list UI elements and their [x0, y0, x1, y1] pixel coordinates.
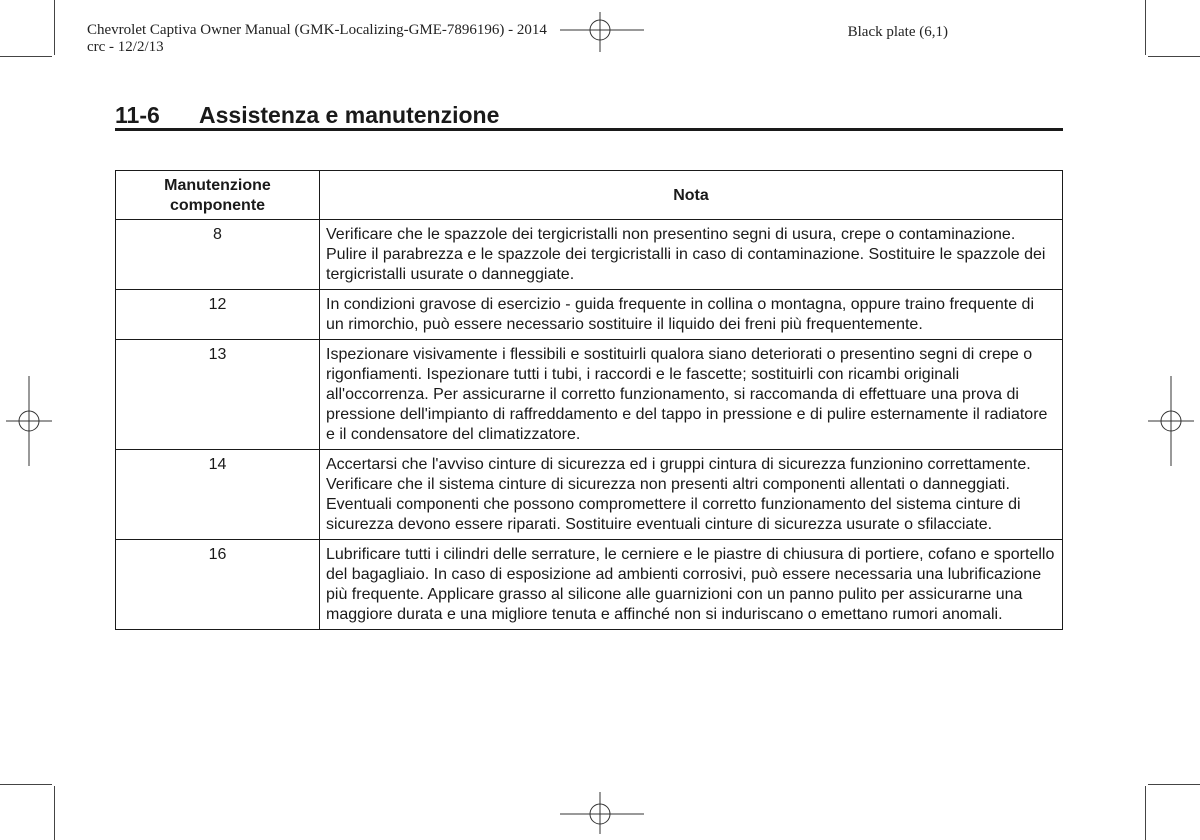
table-header-row [116, 171, 1063, 220]
header-component [116, 171, 320, 220]
header-component-label: Manutenzione componente [164, 177, 271, 214]
page-heading [115, 102, 1063, 128]
registration-mark-right-icon [1148, 376, 1194, 466]
table-row [116, 450, 1063, 540]
crop-mark-top-left-v [54, 0, 55, 55]
print-header-line2: crc - 12/2/13 [87, 39, 164, 55]
crop-mark-top-right-v [1145, 0, 1146, 55]
table-row [116, 340, 1063, 450]
crop-mark-bottom-right-h [1148, 784, 1200, 785]
crop-mark-top-left-h [0, 56, 52, 57]
table-row [116, 540, 1063, 630]
header-note-label: Nota [673, 187, 709, 204]
table-row [116, 220, 1063, 290]
row-component-id: 16 [116, 540, 320, 630]
maintenance-notes-table [115, 170, 1063, 630]
row-note: Accertarsi che l'avviso cinture di sicurezza ed i gruppi cintura di sicurezza funzionino correttamente. Verificare che il sistema cinture di sicurezza non presenti altri componenti allentati o danneggiati. Eventuali componenti che possono compromettere il corretto funzionamento del sistema cinture di sicurezza devono essere riparati. Sostituire eventuali cinture di sicurezza usurate o sfilacciate. [320, 450, 1063, 540]
table-row [116, 290, 1063, 340]
row-note: Verificare che le spazzole dei tergicristalli non presentino segni di usura, crepe o contaminazione. Pulire il parabrezza e le spazzole dei tergicristalli in caso di contaminazione. Sostituire le spazzole dei tergicristalli usurate o danneggiate. [320, 220, 1063, 290]
row-note: Lubrificare tutti i cilindri delle serrature, le cerniere e le piastre di chiusura di portiere, cofano e sportello del bagagliaio. In caso di esposizione ad ambienti corrosivi, può essere necessaria una lubrificazione più frequente. Applicare grasso al silicone alle guarnizioni con un panno pulito per assicurarne una maggiore durata e una migliore tenuta e affinché non si induriscano o emettano rumori anomali. [320, 540, 1063, 630]
row-component-id: 12 [116, 290, 320, 340]
crop-mark-bottom-left-v [54, 786, 55, 840]
registration-mark-top-icon [560, 8, 644, 52]
heading-rule [115, 128, 1063, 131]
row-component-id: 14 [116, 450, 320, 540]
crop-mark-bottom-left-h [0, 784, 52, 785]
row-note: Ispezionare visivamente i flessibili e sostituirli qualora siano deteriorati o presentino segni di crepe o rigonfiamenti. Ispezionare tutti i tubi, i raccordi e le fascette; sostituirli con ricambi originali all'occorrenza. Per assicurarne il corretto funzionamento, si raccomanda di effettuare una prova di pressione dell'impianto di raffreddamento e del tappo in pressione e di pulire esternamente il radiatore e il condensatore del climatizzatore. [320, 340, 1063, 450]
row-component-id: 13 [116, 340, 320, 450]
print-plate-label: Black plate (6,1) [847, 24, 948, 40]
row-component-id: 8 [116, 220, 320, 290]
page-number: 11-6 [115, 102, 160, 128]
crop-mark-bottom-right-v [1145, 786, 1146, 840]
crop-mark-top-right-h [1148, 56, 1200, 57]
print-header-line1: Chevrolet Captiva Owner Manual (GMK-Localizing-GME-7896196) - 2014 [87, 22, 547, 38]
row-note: In condizioni gravose di esercizio - guida frequente in collina o montagna, oppure traino frequente di un rimorchio, può essere necessario sostituire il liquido dei freni più frequentemente. [320, 290, 1063, 340]
page-title: Assistenza e manutenzione [199, 102, 500, 128]
registration-mark-left-icon [6, 376, 52, 466]
registration-mark-bottom-icon [560, 792, 644, 836]
print-header-info [87, 22, 547, 56]
header-note [320, 171, 1063, 220]
